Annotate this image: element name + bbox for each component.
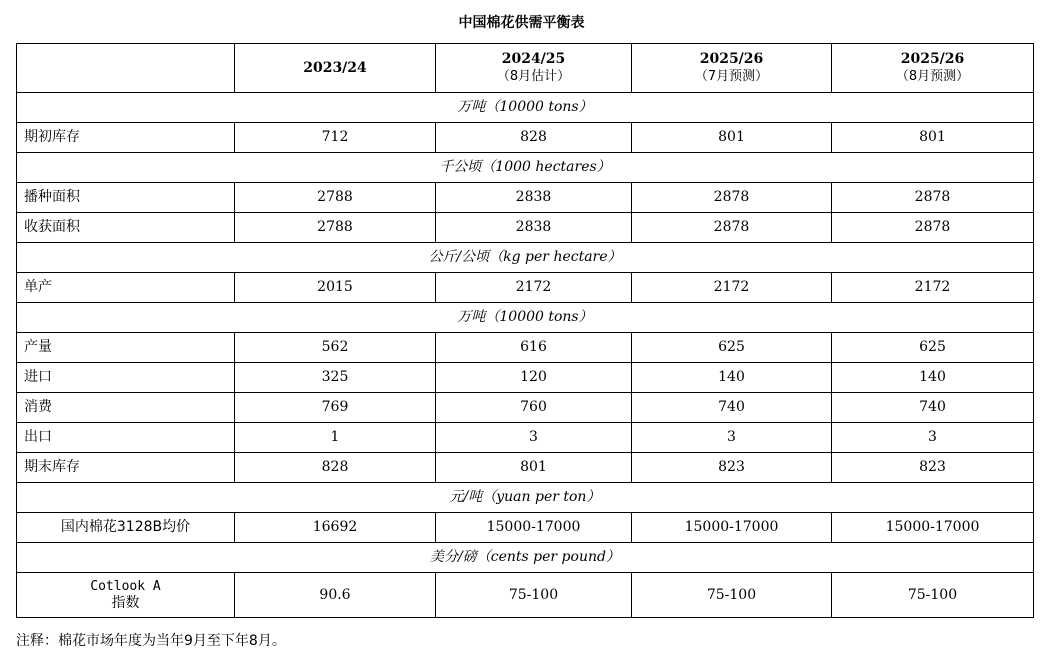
unit-label: 美分/磅（cents per pound） bbox=[17, 543, 1034, 573]
table-row bbox=[17, 393, 1034, 423]
cell-value: 15000-17000 bbox=[632, 513, 832, 543]
cell-value: 823 bbox=[632, 453, 832, 483]
table-row bbox=[17, 213, 1034, 243]
cell-value: 90.6 bbox=[235, 573, 436, 618]
cell-value: 3 bbox=[632, 423, 832, 453]
header-subtitle: （8月预测） bbox=[895, 69, 970, 84]
cell-value: 2015 bbox=[235, 273, 436, 303]
header-col-4 bbox=[832, 44, 1034, 93]
footnote: 注释：棉花市场年度为当年9月至下年8月。 bbox=[16, 633, 286, 649]
header-col-3 bbox=[632, 44, 832, 93]
unit-label: 万吨（10000 tons） bbox=[17, 303, 1034, 333]
header-year: 2023/24 bbox=[303, 59, 367, 76]
cell-value: 2878 bbox=[632, 213, 832, 243]
unit-row bbox=[17, 243, 1034, 273]
row-label-line: Cotlook A bbox=[90, 579, 161, 594]
cell-value: 625 bbox=[632, 333, 832, 363]
cell-value: 140 bbox=[632, 363, 832, 393]
header-col-1 bbox=[235, 44, 436, 93]
cell-value: 823 bbox=[832, 453, 1034, 483]
table-row bbox=[17, 333, 1034, 363]
cell-value: 2788 bbox=[235, 213, 436, 243]
cell-value: 2878 bbox=[832, 213, 1034, 243]
unit-row bbox=[17, 303, 1034, 333]
cell-value: 801 bbox=[632, 123, 832, 153]
cell-value: 769 bbox=[235, 393, 436, 423]
row-label: 收获面积 bbox=[17, 213, 235, 243]
header-year: 2025/26 bbox=[699, 51, 764, 67]
cell-value: 801 bbox=[832, 123, 1034, 153]
table-row bbox=[17, 573, 1034, 618]
row-label: 播种面积 bbox=[17, 183, 235, 213]
cell-value: 828 bbox=[436, 123, 632, 153]
header-subtitle: （8月估计） bbox=[496, 69, 571, 84]
table-row bbox=[17, 123, 1034, 153]
cell-value: 625 bbox=[832, 333, 1034, 363]
unit-label: 元/吨（yuan per ton） bbox=[17, 483, 1034, 513]
cell-value: 801 bbox=[436, 453, 632, 483]
unit-label: 千公顷（1000 hectares） bbox=[17, 153, 1034, 183]
row-label: 单产 bbox=[17, 273, 235, 303]
cell-value: 325 bbox=[235, 363, 436, 393]
row-label: 出口 bbox=[17, 423, 235, 453]
header-subtitle: （7月预测） bbox=[694, 69, 769, 84]
cell-value: 616 bbox=[436, 333, 632, 363]
cell-value: 2838 bbox=[436, 183, 632, 213]
unit-row bbox=[17, 483, 1034, 513]
header-row bbox=[17, 44, 1034, 93]
cell-value: 712 bbox=[235, 123, 436, 153]
cell-value: 16692 bbox=[235, 513, 436, 543]
row-label-line: 指数 bbox=[111, 595, 140, 611]
cell-value: 3 bbox=[832, 423, 1034, 453]
cell-value: 562 bbox=[235, 333, 436, 363]
unit-row bbox=[17, 543, 1034, 573]
unit-label: 公斤/公顷（kg per hectare） bbox=[17, 243, 1034, 273]
unit-row bbox=[17, 153, 1034, 183]
cell-value: 2838 bbox=[436, 213, 632, 243]
cell-value: 740 bbox=[832, 393, 1034, 423]
cell-value: 15000-17000 bbox=[832, 513, 1034, 543]
cell-value: 3 bbox=[436, 423, 632, 453]
unit-row bbox=[17, 93, 1034, 123]
cell-value: 2878 bbox=[832, 183, 1034, 213]
cell-value: 120 bbox=[436, 363, 632, 393]
cell-value: 828 bbox=[235, 453, 436, 483]
header-year: 2024/25 bbox=[501, 51, 566, 67]
row-label: 消费 bbox=[17, 393, 235, 423]
cell-value: 75-100 bbox=[632, 573, 832, 618]
row-label: 期初库存 bbox=[17, 123, 235, 153]
cell-value: 1 bbox=[235, 423, 436, 453]
cell-value: 2172 bbox=[436, 273, 632, 303]
table-row bbox=[17, 513, 1034, 543]
row-label: 产量 bbox=[17, 333, 235, 363]
cell-value: 75-100 bbox=[436, 573, 632, 618]
cell-value: 2172 bbox=[632, 273, 832, 303]
unit-label: 万吨（10000 tons） bbox=[17, 93, 1034, 123]
cell-value: 140 bbox=[832, 363, 1034, 393]
table-row bbox=[17, 453, 1034, 483]
table-title: 中国棉花供需平衡表 bbox=[458, 15, 585, 31]
cell-value: 740 bbox=[632, 393, 832, 423]
balance-table bbox=[16, 43, 1034, 618]
cell-value: 75-100 bbox=[832, 573, 1034, 618]
cell-value: 760 bbox=[436, 393, 632, 423]
table-row bbox=[17, 423, 1034, 453]
cell-value: 2788 bbox=[235, 183, 436, 213]
row-label: 进口 bbox=[17, 363, 235, 393]
row-label: 国内棉花3128B均价 bbox=[17, 513, 235, 543]
table-row bbox=[17, 183, 1034, 213]
cell-value: 2172 bbox=[832, 273, 1034, 303]
cell-value: 2878 bbox=[632, 183, 832, 213]
table-row bbox=[17, 363, 1034, 393]
cell-value: 15000-17000 bbox=[436, 513, 632, 543]
row-label: 期末库存 bbox=[17, 453, 235, 483]
header-col-2 bbox=[436, 44, 632, 93]
header-year: 2025/26 bbox=[900, 51, 965, 67]
table-row bbox=[17, 273, 1034, 303]
row-label bbox=[17, 573, 235, 618]
header-corner bbox=[17, 44, 235, 93]
